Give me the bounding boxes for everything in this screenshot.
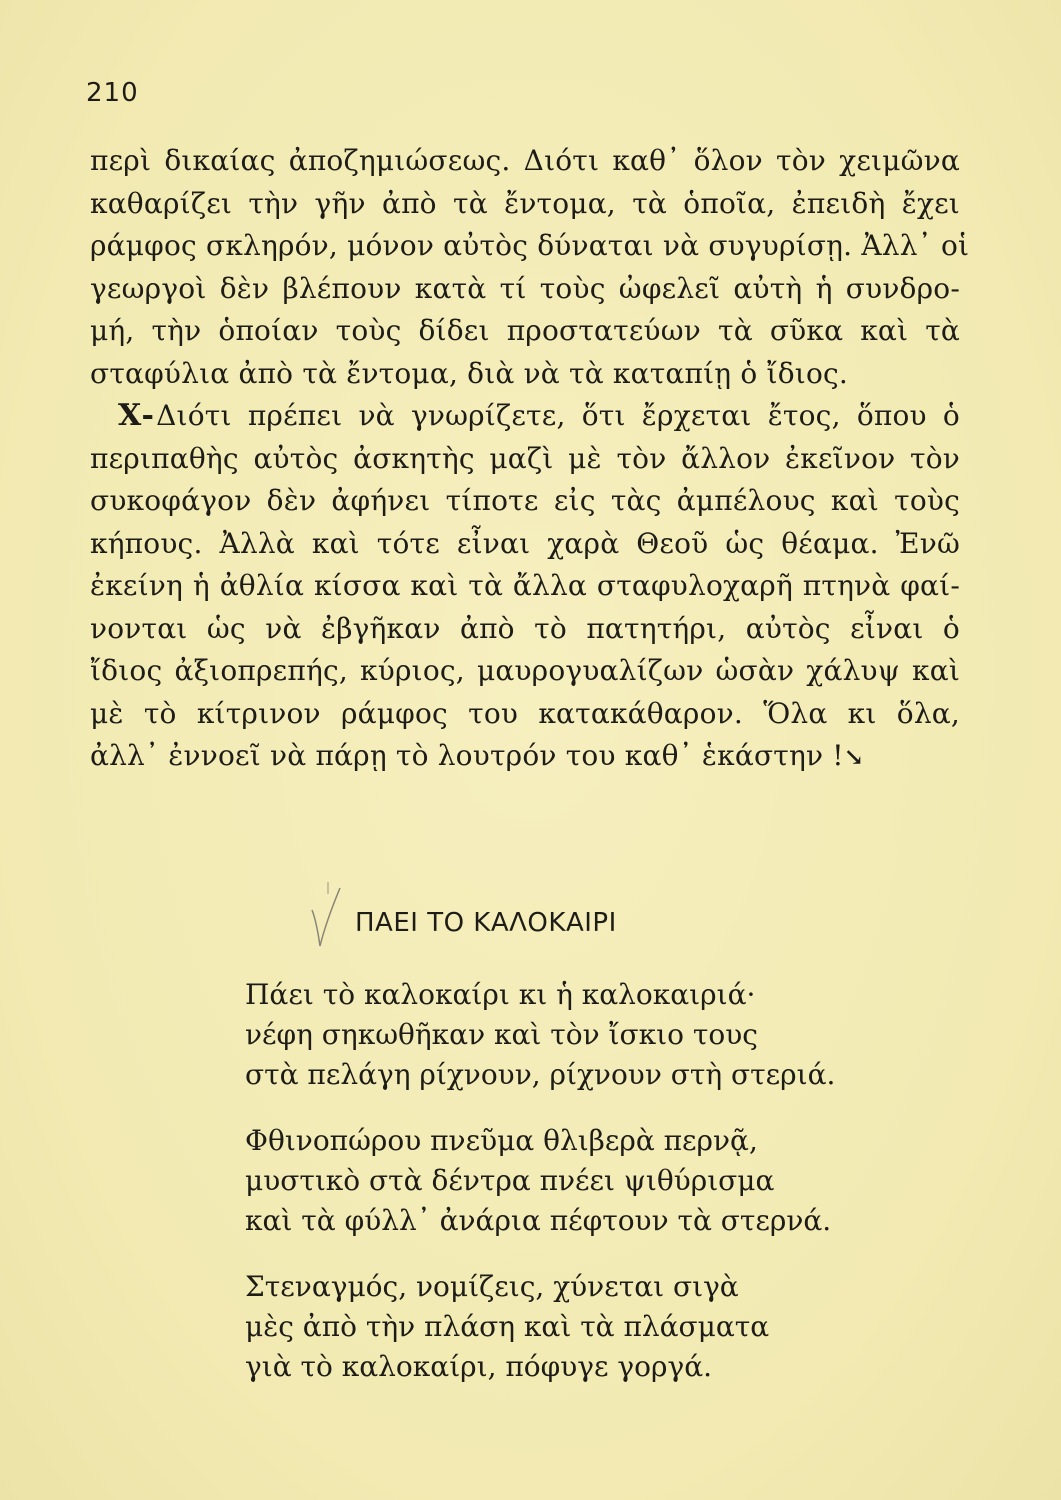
verse-line: μυστικὸ στὰ δέντρα πνέει ψιθύρισμα — [245, 1164, 775, 1197]
poem — [245, 975, 885, 1413]
prose-line: νονται ὡς νὰ ἐβγῆκαν ἀπὸ τὸ πατητήρι, αὐτὸς εἶναι ὁ — [90, 611, 960, 645]
page-number: 210 — [86, 78, 139, 108]
end-mark: ↘ — [843, 742, 865, 771]
prose-line: περὶ δικαίας ἀποζημιώσεως. Διότι καθ᾽ ὅλον τὸν χειμῶνα — [90, 144, 960, 177]
stanza-2 — [245, 1121, 885, 1241]
verse-line: Φθινοπώρου πνεῦμα θλιβερὰ περνᾷ, — [245, 1124, 758, 1157]
prose-block — [90, 140, 970, 778]
verse-line: στὰ πελάγη ρίχνουν, ρίχνουν στὴ στεριά. — [245, 1058, 836, 1091]
verse-line: καὶ τὰ φύλλ᾽ ἀνάρια πέφτουν τὰ στερνά. — [245, 1204, 832, 1237]
prose-line: συκοφάγον δὲν ἀφήνει τίποτε εἰς τὰς ἀμπέλους καὶ τοὺς — [90, 484, 960, 517]
stanza-3 — [245, 1267, 885, 1387]
poem-title: ΠΑΕΙ ΤΟ ΚΑΛΟΚΑΙΡΙ — [355, 908, 617, 938]
prose-line: ἐκείνη ἡ ἀθλία κίσσα καὶ τὰ ἄλλα σταφυλοχαρῆ πτηνὰ φαί- — [90, 569, 960, 602]
verse-line: Πάει τὸ καλοκαίρι κι ἡ καλοκαιριά· — [245, 978, 756, 1011]
prose-line: καθαρίζει τὴν γῆν ἀπὸ τὰ ἔντομα, τὰ ὁποῖα, ἐπειδὴ ἔχει — [90, 186, 960, 220]
prose-line: κήπους. Ἀλλὰ καὶ τότε εἶναι χαρὰ Θεοῦ ὡς θέαμα. Ἐνῶ — [90, 526, 960, 560]
verse-line: γιὰ τὸ καλοκαίρι, πόφυγε γοργά. — [245, 1350, 713, 1383]
pencil-check-mark-icon — [308, 880, 344, 960]
verse-line: νέφη σηκωθῆκαν καὶ τὸν ἴσκιο τους — [245, 1018, 758, 1051]
verse-line: Στεναγμός, νομίζεις, χύνεται σιγὰ — [245, 1270, 739, 1303]
stanza-1 — [245, 975, 885, 1095]
insert-mark: Χ- — [118, 398, 155, 433]
paragraph-first-line — [90, 395, 960, 438]
prose-line: σταφύλια ἀπὸ τὰ ἔντομα, διὰ νὰ τὰ καταπίῃ ὁ ἴδιος. — [90, 356, 848, 390]
prose-line: μὲ τὸ κίτρινον ράμφος του κατακάθαρον. Ὅλα κι ὅλα, — [90, 696, 960, 730]
prose-line: περιπαθὴς αὐτὸς ἀσκητὴς μαζὶ μὲ τὸν ἄλλον ἐκεῖνον τὸν — [90, 441, 960, 475]
prose-line: γεωργοὶ δὲν βλέπουν κατὰ τί τοὺς ὠφελεῖ αὐτὴ ἡ συνδρο- — [90, 271, 960, 305]
prose-line: ράμφος σκληρόν, μόνον αὐτὸς δύναται νὰ συγυρίσῃ. Ἀλλ᾽ οἱ — [90, 229, 970, 262]
verse-line: μὲς ἀπὸ τὴν πλάση καὶ τὰ πλάσματα — [245, 1310, 770, 1343]
prose-line: ἴδιος ἀξιοπρεπής, κύριος, μαυρογυαλίζων ὡσὰν χάλυψ καὶ — [90, 654, 960, 687]
prose-line-text: Διότι πρέπει νὰ γνωρίζετε, ὅτι ἔρχεται ἔτος, ὅπου ὁ — [156, 399, 960, 432]
paragraph-last-line — [90, 735, 960, 778]
prose-line-text: ἀλλ᾽ ἐννοεῖ νὰ πάρῃ τὸ λουτρόν του καθ᾽ ἑκάστην ! — [90, 739, 844, 772]
prose-line: μή, τὴν ὁποίαν τοὺς δίδει προστατεύων τὰ σῦκα καὶ τὰ — [90, 314, 960, 347]
